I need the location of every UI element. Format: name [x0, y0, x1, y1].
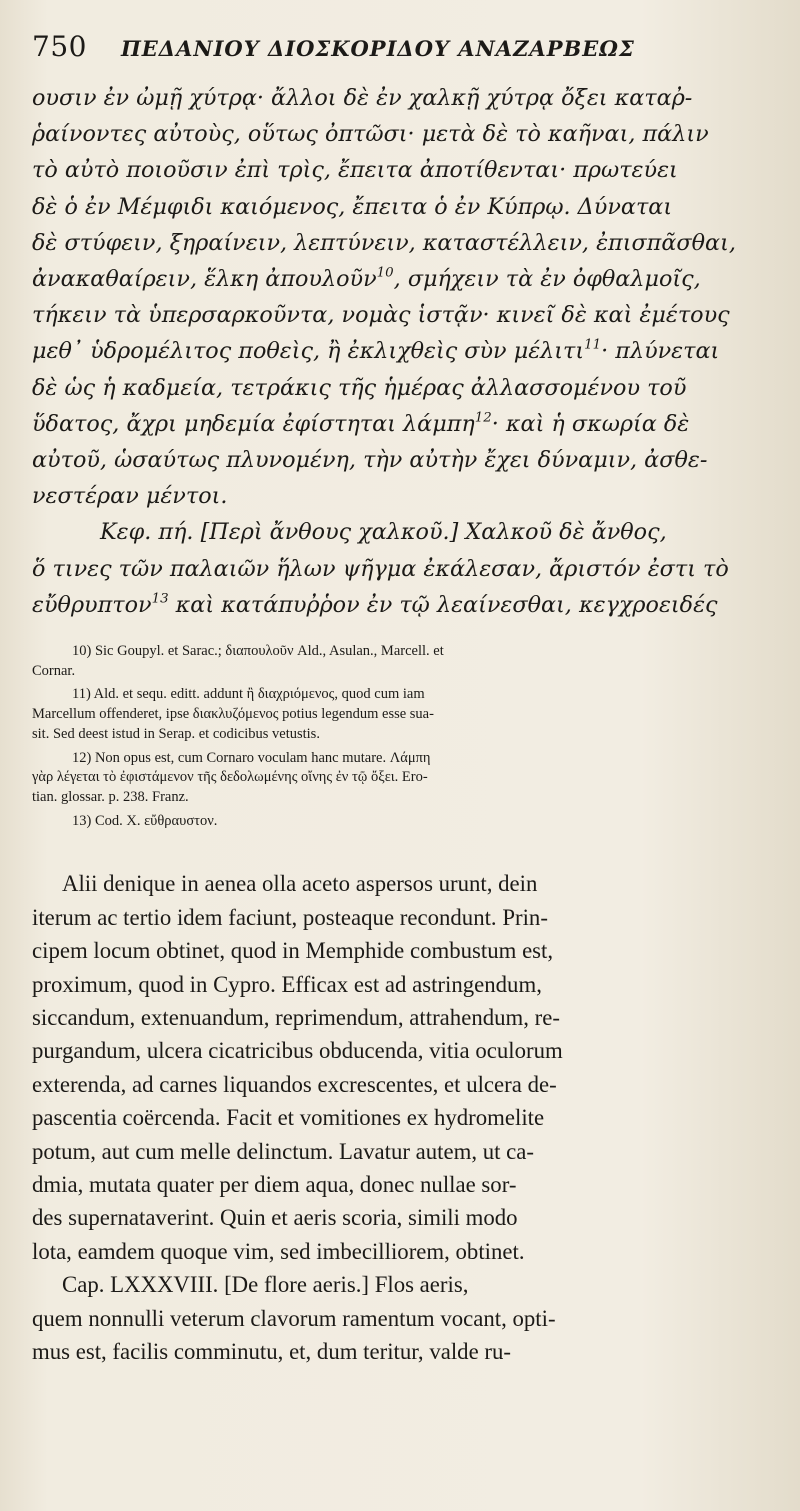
- greek-line: αὐτοῦ, ὡσαύτως πλυνομένη, τὴν αὐτὴν ἔχει δύναμιν, ἀσθε-: [32, 447, 708, 474]
- page-header: [32, 30, 778, 76]
- latin-line: potum, aut cum melle delinctum. Lavatur autem, ut ca-: [32, 1138, 534, 1164]
- greek-line-text: , σμήχειν τὰ ἐν ὀφθαλμοῖς,: [393, 266, 701, 293]
- footnote-11: [32, 685, 778, 744]
- latin-line: mus est, facilis comminutu, et, dum teritur, valde ru-: [32, 1339, 511, 1365]
- footnote-line: 13) Cod. X. εὔθραυστον.: [72, 812, 218, 829]
- running-head: ΠΕΔΑΝΙΟΥ ΔΙΟΣΚΟΡΙΔΟΥ ΑΝΑΖΑΡΒΕΩΣ: [120, 36, 635, 61]
- footnotes: [32, 642, 778, 831]
- greek-line-text: καὶ κατάπυῤῥον ἐν τῷ λεαίνεσθαι, κεγχροειδές: [175, 591, 718, 618]
- footnote-line: Cornar.: [32, 662, 76, 679]
- greek-line: [32, 333, 778, 369]
- footnote-ref-12[interactable]: 12: [474, 410, 492, 426]
- greek-line-text: · πλύνεται: [601, 338, 720, 365]
- greek-line: ῥαίνοντες αὐτοὺς, οὕτως ὀπτῶσι· μετὰ δὲ τὸ καῆναι, πάλιν: [32, 121, 709, 148]
- greek-text: [32, 80, 778, 623]
- latin-line: exterenda, ad carnes liquandos excrescentes, et ulcera de-: [32, 1071, 557, 1097]
- greek-line: τήκειν τὰ ὑπερσαρκοῦντα, νομὰς ἱστᾷν· κινεῖ δὲ καὶ ἐμέτους: [32, 302, 730, 329]
- latin-line: purgandum, ulcera cicatricibus obducenda, vitia oculorum: [32, 1038, 563, 1064]
- footnote-line: sit. Sed deest istud in Serap. et codicibus vetustis.: [32, 725, 320, 742]
- footnote-line: Marcellum offenderet, ipse διακλυζόμενος potius legendum esse sua-: [32, 706, 434, 723]
- footnote-13: [32, 812, 778, 832]
- greek-line: δὲ ὁ ἐν Μέμφιδι καιόμενος, ἔπειτα ὁ ἐν Κύπρῳ. Δύναται: [32, 193, 673, 220]
- latin-chapter-heading: Cap. LXXXVIII. [De flore aeris.] Flos aeris,: [62, 1272, 469, 1298]
- latin-text: [32, 867, 778, 1368]
- latin-line: Alii denique in aenea olla aceto aspersos urunt, dein: [62, 871, 538, 897]
- greek-line-text: · καὶ ἡ σκωρία δὲ: [491, 410, 690, 437]
- greek-line-text: ἀνακαθαίρειν, ἕλκη ἀπουλοῦν: [32, 266, 377, 293]
- footnote-line: tian. glossar. p. 238. Franz.: [32, 788, 189, 805]
- greek-line: τὸ αὐτὸ ποιοῦσιν ἐπὶ τρὶς, ἔπειτα ἀποτίθενται· πρωτεύει: [32, 157, 678, 184]
- greek-line: ουσιν ἐν ὠμῇ χύτρᾳ· ἄλλοι δὲ ἐν χαλκῇ χύτρᾳ ὄξει καταῤ-: [32, 85, 693, 111]
- page-number: 750: [32, 30, 87, 63]
- footnote-ref-10[interactable]: 10: [376, 265, 394, 281]
- greek-line: [32, 587, 778, 623]
- latin-line: des supernataverint. Quin et aeris scoria, simili modo: [32, 1205, 518, 1231]
- footnote-10: [32, 642, 778, 681]
- latin-line: siccandum, extenuandum, reprimendum, attrahendum, re-: [32, 1005, 560, 1030]
- latin-line: pascentia coërcenda. Facit et vomitiones ex hydromelite: [32, 1105, 545, 1131]
- greek-line: νεστέραν μέντοι.: [32, 483, 228, 510]
- greek-chapter-heading: Κεφ. πή. [Περὶ ἄνθους χαλκοῦ.] Χαλκοῦ δὲ ἄνθος,: [100, 519, 667, 546]
- footnote-line: γὰρ λέγεται τὸ ἐφιστάμενον τῆς δεδολωμένης οἴνης ἐν τῷ ὄξει. Ero-: [32, 769, 428, 786]
- greek-line-text: μεθ᾽ ὑδρομέλιτος ποθεὶς, ἢ ἐκλιχθεὶς σὺν μέλιτι: [32, 338, 585, 365]
- latin-line: iterum ac tertio idem faciunt, posteaque recondunt. Prin-: [32, 904, 548, 930]
- footnote-ref-11[interactable]: 11: [584, 338, 602, 354]
- latin-line: proximum, quod in Cypro. Efficax est ad astringendum,: [32, 971, 542, 997]
- latin-line: cipem locum obtinet, quod in Memphide combustum est,: [32, 938, 554, 964]
- footnote-line: 10) Sic Goupyl. et Sarac.; διαπουλοῦν Ald., Asulan., Marcell. et: [72, 643, 444, 660]
- latin-line: dmia, mutata quater per diem aqua, donec nullae sor-: [32, 1172, 517, 1198]
- greek-line-text: εὔθρυπτον: [32, 591, 152, 618]
- footnote-line: 12) Non opus est, cum Cornaro voculam hanc mutare. Λάμπη: [72, 749, 431, 766]
- greek-line: [32, 261, 778, 297]
- footnote-12: [32, 749, 778, 808]
- footnote-ref-13[interactable]: 13: [151, 591, 169, 607]
- greek-line: [32, 406, 778, 442]
- latin-line: quem nonnulli veterum clavorum ramentum vocant, opti-: [32, 1305, 556, 1331]
- footnote-line: 11) Ald. et sequ. editt. addunt ἢ διαχριόμενος, quod cum iam: [72, 686, 425, 703]
- greek-line-text: ὕδατος, ἄχρι μηδεμία ἐφίστηται λάμπη: [32, 410, 475, 437]
- greek-line: ὅ τινες τῶν παλαιῶν ἥλων ψῆγμα ἐκάλεσαν, ἄριστόν ἐστι τὸ: [32, 555, 729, 582]
- latin-line: lota, eamdem quoque vim, sed imbecilliorem, obtinet.: [32, 1238, 525, 1264]
- greek-line: δὲ ὡς ἡ καδμεία, τετράκις τῆς ἡμέρας ἀλλασσομένου τοῦ: [32, 374, 687, 401]
- greek-line: δὲ στύφειν, ξηραίνειν, λεπτύνειν, καταστέλλειν, ἐπισπᾶσθαι,: [32, 229, 736, 256]
